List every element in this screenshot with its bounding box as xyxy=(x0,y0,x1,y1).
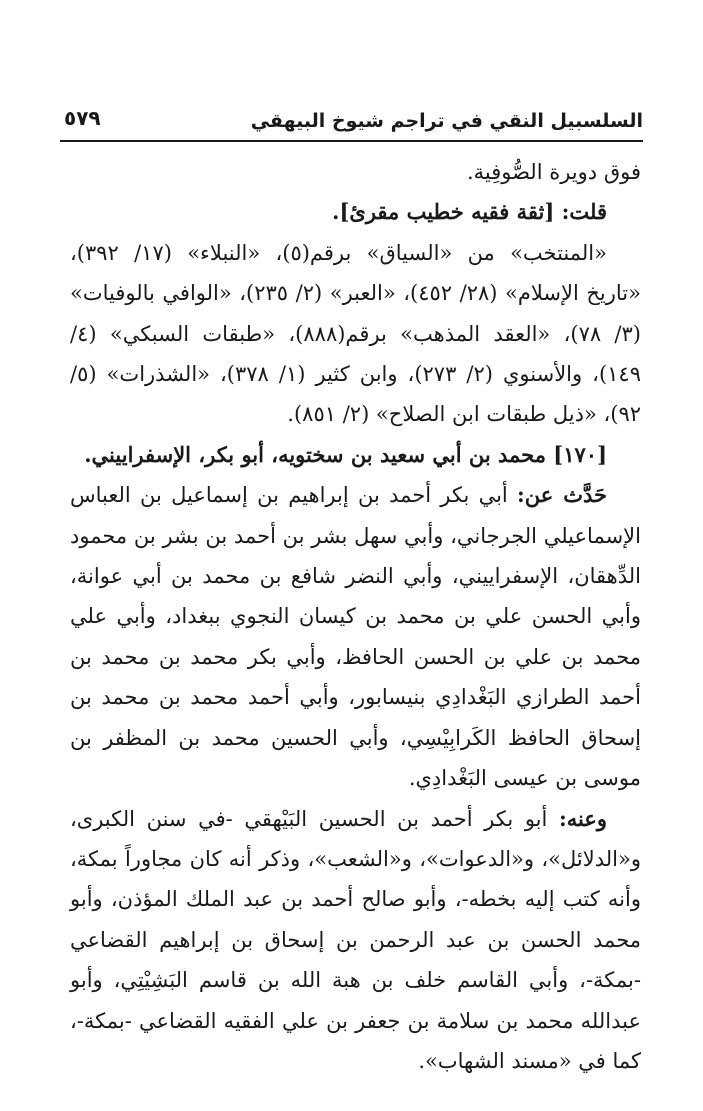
entry-heading: [١٧٠] محمد بن أبي سعيد بن سختويه، أبو بكر، الإسفراييني. xyxy=(84,441,607,467)
narrators-text: أبو بكر أحمد بن الحسين البَيْهقي -في سنن الكبرى، و«الدلائل»، و«الدعوات»، و«الشعب»، وذكر أنه كان مجاوراً بمكة، وأنه كتب إليه بخطه-، وأبو صالح أحمد بن عبد الملك المؤذن، وأبو محمد الحسن بن عبد الرحمن بن إسحاق بن إبراهيم القضاعي -بمكة-، وأبي القاسم خلف بن هبة الله بن قاسم البَشِيْتِي، وأبو عبدالله محمد بن سلامة بن جعفر بن علي الفقيه القضاعي -بمكة-، كما في «مسند الشهاب». xyxy=(70,806,641,1073)
paragraph-sources: «المنتخب» من «السياق» برقم(٥)، «النبلاء» (١٧/ ٣٩٢)، «تاريخ الإسلام» (٢٨/ ٤٥٢)، «العبر» (٢/ ٢٣٥)، «الوافي بالوفيات» (٣/ ٧٨)، «العقد المذهب» برقم(٨٨٨)، «طبقات السبكي» (٤/ ١٤٩)، والأسنوي (٢/ ٢٧٣)، وابن كثير (١/ ٣٧٨)، «الشذرات» (٥/ ٩٢)، «ذيل طبقات ابن الصلاح» (٢/ ٨٥١). xyxy=(70,240,641,427)
narrators-label: وعنه: xyxy=(558,805,607,831)
page-number: ٥٧٩ xyxy=(64,106,101,130)
paragraph-narrators xyxy=(70,799,641,1082)
paragraph-narrated-from xyxy=(70,475,641,798)
assessment-text: [ثقة فقيه خطيب مقرئ]. xyxy=(332,199,562,225)
book-title: السلسبيل النقي في تراجم شيوخ البيهقي xyxy=(250,110,643,132)
paragraph-continuation: فوق دويرة الصُّوفِية. xyxy=(466,160,641,184)
running-header xyxy=(64,96,643,138)
page-body xyxy=(70,152,641,1081)
narrated-from-label: حَدَّث عن: xyxy=(517,482,607,508)
narrated-from-text: أبي بكر أحمد بن إبراهيم بن إسماعيل بن العباس الإسماعيلي الجرجاني، وأبي سهل بشر بن أحمد بن بشر بن محمود الدِّهقان، الإسفراييني، وأبي النضر شافع بن محمد بن أبي عوانة، وأبي الحسن علي بن محمد بن كيسان النجوي ببغداد، وأبي علي محمد بن علي بن الحسن الحافظ، وأبي بكر محمد بن محمد بن أحمد الطرازي البَغْدادِي بنيسابور، وأبي أحمد محمد بن محمد بن إسحاق الحافظ الكَرابِيْسِي، وأبي الحسين محمد بن المظفر بن موسى بن عيسى البَغْدادِي. xyxy=(70,483,641,791)
assessment-label: قلت: xyxy=(561,199,607,225)
header-divider xyxy=(60,140,643,142)
paragraph-assessment xyxy=(70,192,641,232)
